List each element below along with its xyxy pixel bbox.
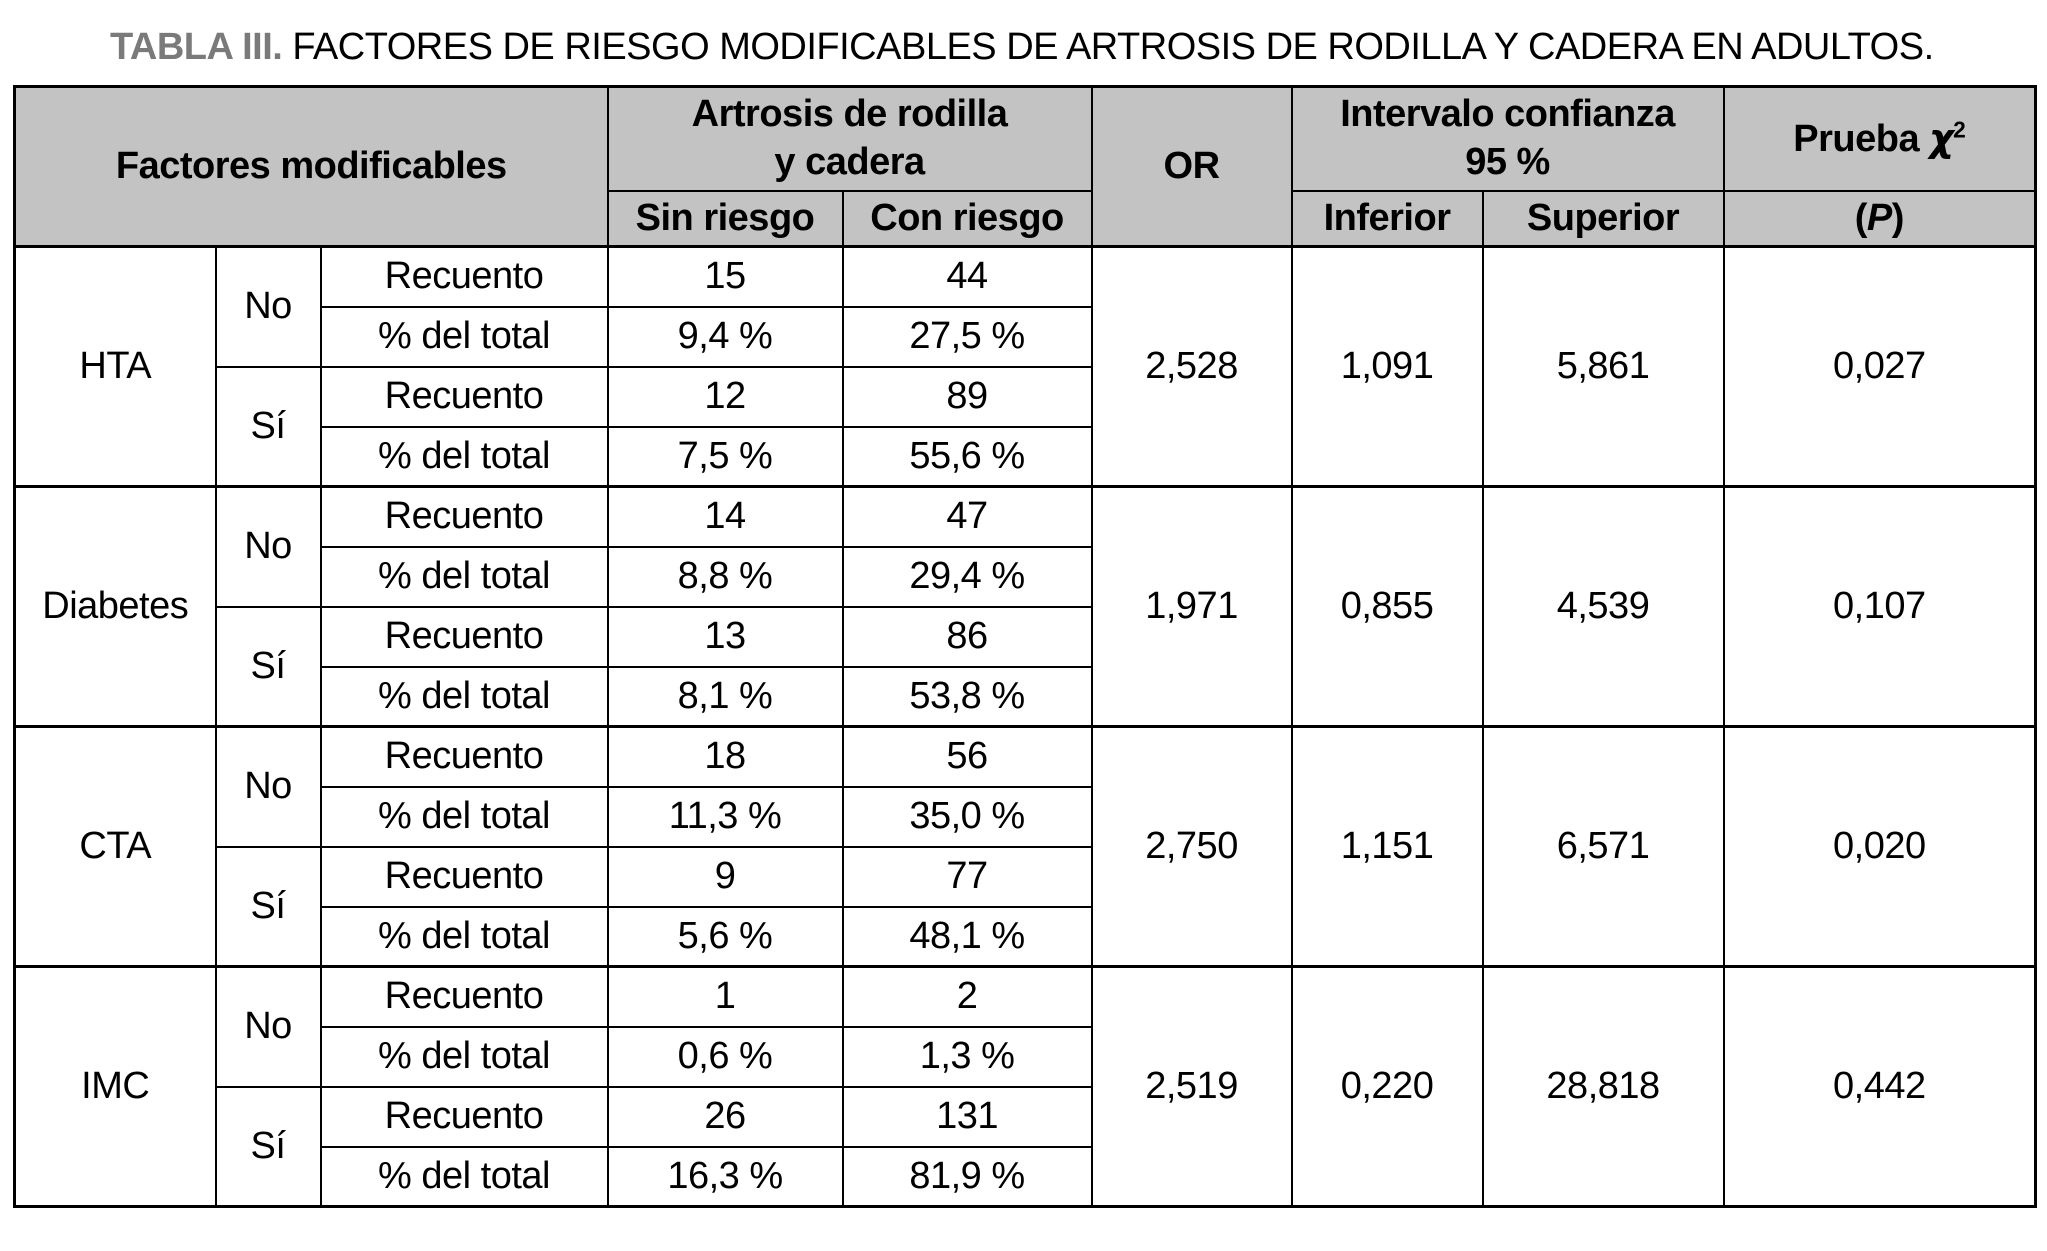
cell-con-riesgo: 81,9 % <box>843 1147 1092 1207</box>
factor-label: Diabetes <box>15 487 216 727</box>
metric-label: % del total <box>321 307 608 367</box>
table-body <box>15 247 2036 1207</box>
table-title-text: FACTORES DE RIESGO MODIFICABLES DE ARTROSIS DE RODILLA Y CADERA EN ADULTOS. <box>292 26 1934 68</box>
header-row-1 <box>15 87 2036 191</box>
cell-p: 0,027 <box>1724 247 2036 487</box>
cell-sin-riesgo: 0,6 % <box>608 1027 843 1087</box>
cell-con-riesgo: 29,4 % <box>843 547 1092 607</box>
table-row <box>15 487 2036 547</box>
cell-con-riesgo: 131 <box>843 1087 1092 1147</box>
metric-label: % del total <box>321 427 608 487</box>
header-intervalo: Intervalo confianza 95 % <box>1292 87 1724 191</box>
cell-sin-riesgo: 11,3 % <box>608 787 843 847</box>
table-row <box>15 247 2036 307</box>
header-artrosis: Artrosis de rodilla y cadera <box>608 87 1092 191</box>
cell-or: 2,750 <box>1092 727 1292 967</box>
si-label: Sí <box>216 847 321 967</box>
metric-label: Recuento <box>321 367 608 427</box>
header-inferior: Inferior <box>1292 191 1483 247</box>
cell-sin-riesgo: 13 <box>608 607 843 667</box>
cell-con-riesgo: 2 <box>843 967 1092 1027</box>
header-sin-riesgo: Sin riesgo <box>608 191 843 247</box>
cell-sin-riesgo: 8,1 % <box>608 667 843 727</box>
table-row <box>15 967 2036 1027</box>
cell-con-riesgo: 55,6 % <box>843 427 1092 487</box>
cell-con-riesgo: 47 <box>843 487 1092 547</box>
header-superior: Superior <box>1483 191 1724 247</box>
si-label: Sí <box>216 1087 321 1207</box>
cell-con-riesgo: 1,3 % <box>843 1027 1092 1087</box>
metric-label: Recuento <box>321 847 608 907</box>
cell-superior: 4,539 <box>1483 487 1724 727</box>
metric-label: Recuento <box>321 967 608 1027</box>
no-label: No <box>216 487 321 607</box>
cell-superior: 5,861 <box>1483 247 1724 487</box>
table-title <box>0 0 2047 85</box>
cell-sin-riesgo: 7,5 % <box>608 427 843 487</box>
cell-inferior: 0,855 <box>1292 487 1483 727</box>
table-header <box>15 87 2036 247</box>
no-label: No <box>216 247 321 367</box>
cell-sin-riesgo: 15 <box>608 247 843 307</box>
cell-sin-riesgo: 9,4 % <box>608 307 843 367</box>
cell-inferior: 1,091 <box>1292 247 1483 487</box>
header-or: OR <box>1092 87 1292 247</box>
cell-inferior: 1,151 <box>1292 727 1483 967</box>
cell-or: 1,971 <box>1092 487 1292 727</box>
cell-sin-riesgo: 18 <box>608 727 843 787</box>
metric-label: Recuento <box>321 1087 608 1147</box>
factor-label: HTA <box>15 247 216 487</box>
metric-label: % del total <box>321 667 608 727</box>
risk-factors-table <box>13 85 2037 1208</box>
cell-or: 2,519 <box>1092 967 1292 1207</box>
header-prueba: Prueba $\chi^2$ <box>1724 87 2036 191</box>
factor-label: IMC <box>15 967 216 1207</box>
cell-sin-riesgo: 1 <box>608 967 843 1027</box>
cell-p: 0,442 <box>1724 967 2036 1207</box>
cell-con-riesgo: 89 <box>843 367 1092 427</box>
metric-label: % del total <box>321 787 608 847</box>
header-p: (P) <box>1724 191 2036 247</box>
metric-label: % del total <box>321 547 608 607</box>
cell-sin-riesgo: 5,6 % <box>608 907 843 967</box>
si-label: Sí <box>216 367 321 487</box>
header-factores: Factores modificables <box>15 87 608 247</box>
cell-sin-riesgo: 9 <box>608 847 843 907</box>
metric-label: Recuento <box>321 487 608 547</box>
cell-inferior: 0,220 <box>1292 967 1483 1207</box>
cell-p: 0,020 <box>1724 727 2036 967</box>
cell-con-riesgo: 77 <box>843 847 1092 907</box>
chi-symbol: χ <box>1929 115 1954 160</box>
cell-sin-riesgo: 14 <box>608 487 843 547</box>
cell-sin-riesgo: 8,8 % <box>608 547 843 607</box>
cell-con-riesgo: 27,5 % <box>843 307 1092 367</box>
cell-superior: 6,571 <box>1483 727 1724 967</box>
table-row <box>15 727 2036 787</box>
p-symbol: P <box>1866 196 1892 239</box>
metric-label: Recuento <box>321 607 608 667</box>
cell-superior: 28,818 <box>1483 967 1724 1207</box>
cell-con-riesgo: 56 <box>843 727 1092 787</box>
header-con-riesgo: Con riesgo <box>843 191 1092 247</box>
no-label: No <box>216 967 321 1087</box>
cell-con-riesgo: 48,1 % <box>843 907 1092 967</box>
cell-con-riesgo: 35,0 % <box>843 787 1092 847</box>
metric-label: % del total <box>321 907 608 967</box>
table-title-label: TABLA III. <box>110 26 283 68</box>
factor-label: CTA <box>15 727 216 967</box>
cell-con-riesgo: 53,8 % <box>843 667 1092 727</box>
cell-sin-riesgo: 26 <box>608 1087 843 1147</box>
metric-label: Recuento <box>321 727 608 787</box>
cell-con-riesgo: 86 <box>843 607 1092 667</box>
cell-p: 0,107 <box>1724 487 2036 727</box>
cell-or: 2,528 <box>1092 247 1292 487</box>
cell-sin-riesgo: 12 <box>608 367 843 427</box>
metric-label: % del total <box>321 1027 608 1087</box>
no-label: No <box>216 727 321 847</box>
cell-sin-riesgo: 16,3 % <box>608 1147 843 1207</box>
si-label: Sí <box>216 607 321 727</box>
cell-con-riesgo: 44 <box>843 247 1092 307</box>
metric-label: Recuento <box>321 247 608 307</box>
metric-label: % del total <box>321 1147 608 1207</box>
